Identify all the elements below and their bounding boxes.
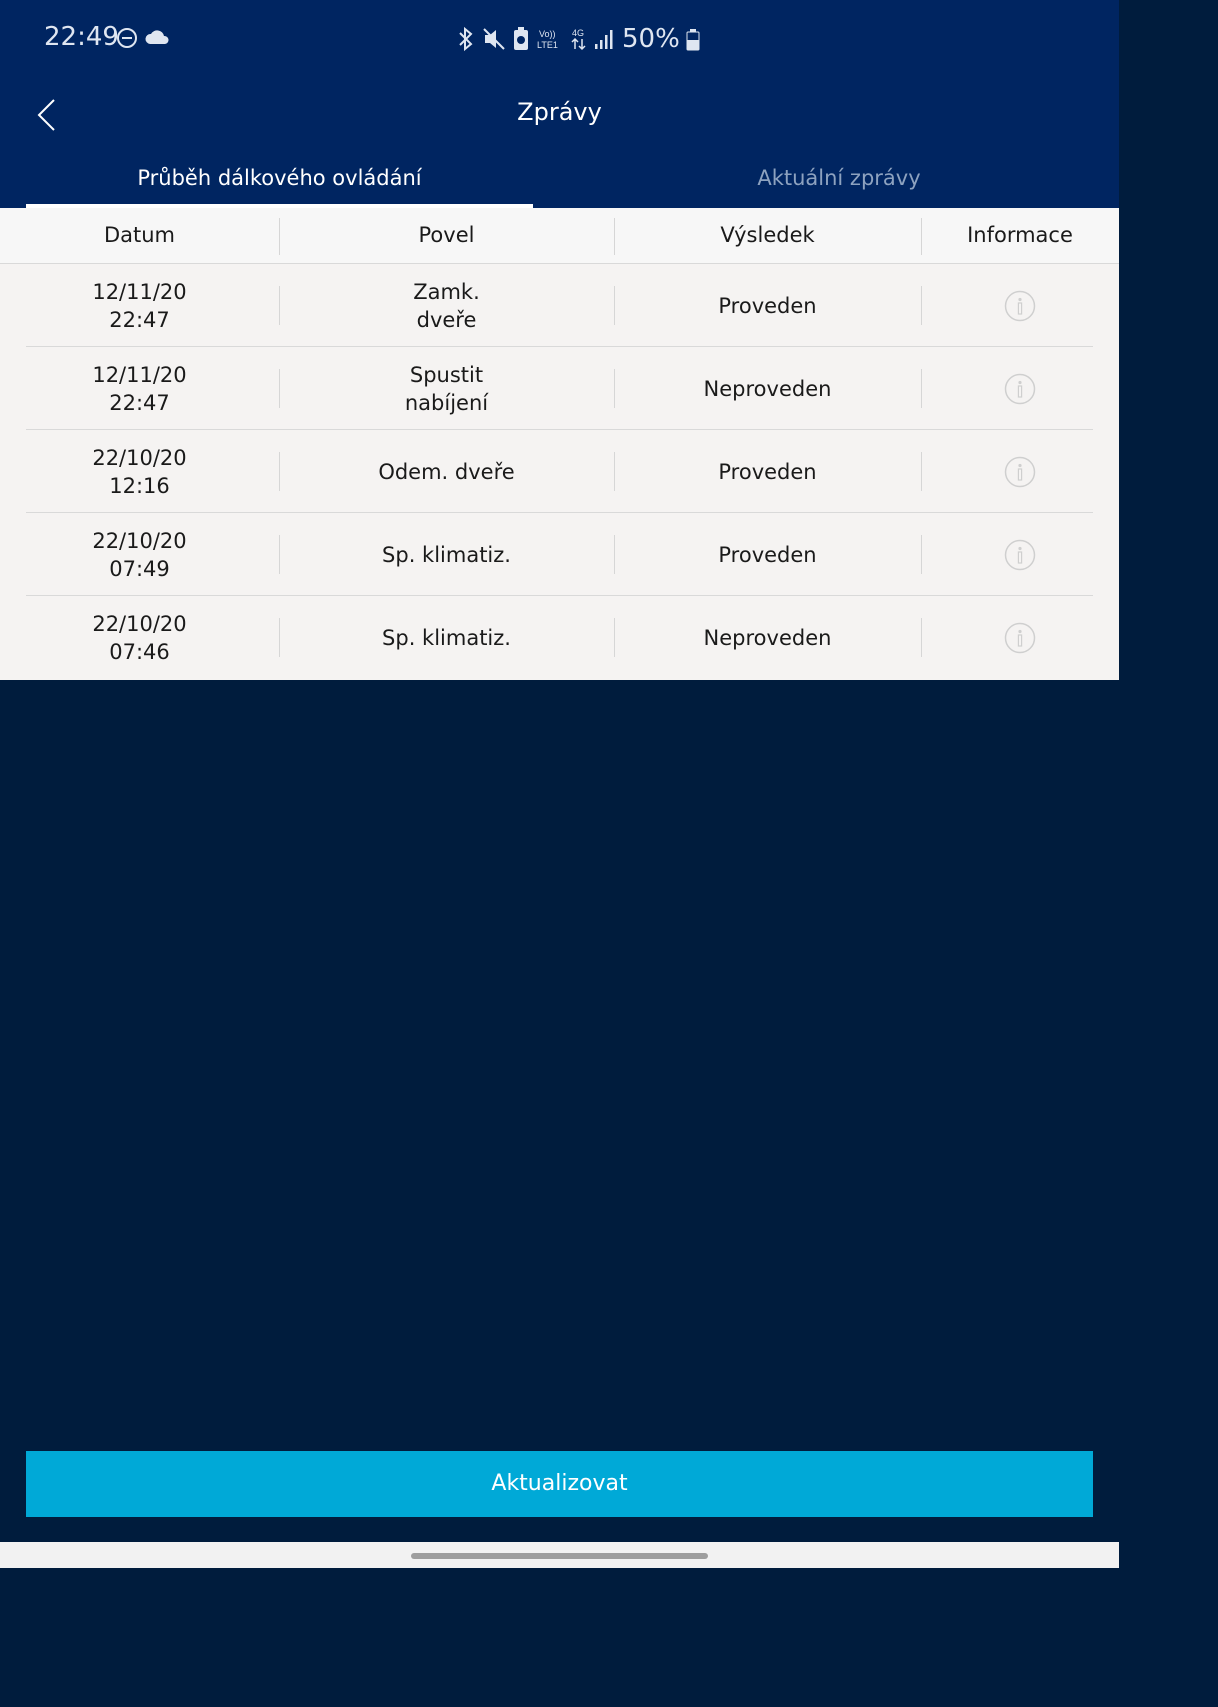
info-cell <box>921 596 1119 679</box>
column-divider <box>921 618 922 657</box>
battery-percent: 50% <box>622 24 680 54</box>
info-icon[interactable] <box>1004 539 1036 571</box>
result-cell: Neproveden <box>703 376 832 401</box>
home-gesture-handle[interactable] <box>411 1553 708 1559</box>
svg-text:Vo)): Vo)) <box>539 29 556 39</box>
status-left-icons <box>116 26 176 52</box>
info-cell <box>921 264 1119 347</box>
column-header-result: Výsledek <box>720 223 815 247</box>
app-header <box>0 0 1119 208</box>
date-value: 22/10/20 <box>92 528 187 553</box>
column-divider <box>614 369 615 408</box>
column-divider <box>921 218 922 255</box>
date-cell <box>0 264 279 347</box>
command-value: Sp. klimatiz. <box>382 625 511 650</box>
command-value: Sp. klimatiz. <box>382 542 511 567</box>
date-cell <box>0 596 279 679</box>
time-value: 22:47 <box>109 307 170 332</box>
status-time: 22:49 <box>44 22 119 52</box>
table-row[interactable] <box>0 347 1119 430</box>
info-cell <box>921 513 1119 596</box>
column-divider <box>614 618 615 657</box>
result-cell: Proveden <box>718 459 817 484</box>
info-cell <box>921 430 1119 513</box>
column-divider <box>279 218 280 255</box>
info-icon[interactable] <box>1004 622 1036 654</box>
column-divider <box>614 218 615 255</box>
info-icon[interactable] <box>1004 456 1036 488</box>
time-value: 07:49 <box>109 556 170 581</box>
column-divider <box>279 452 280 491</box>
date-cell <box>0 430 279 513</box>
battery-icon <box>686 26 700 52</box>
date-cell <box>0 513 279 596</box>
command-value: Zamk. dveře <box>413 279 480 332</box>
column-divider <box>921 369 922 408</box>
command-cell <box>279 347 614 430</box>
volte-lte-icon <box>536 26 564 52</box>
time-value: 12:16 <box>109 473 170 498</box>
command-value: Odem. dveře <box>378 459 515 484</box>
mute-icon <box>482 26 506 52</box>
column-divider <box>921 452 922 491</box>
table-header <box>0 208 1119 264</box>
result-cell: Proveden <box>718 293 817 318</box>
column-divider <box>614 452 615 491</box>
battery-saver-icon <box>512 26 530 52</box>
table-row[interactable] <box>0 430 1119 513</box>
time-value: 22:47 <box>109 390 170 415</box>
column-header-command: Povel <box>418 223 475 247</box>
info-cell <box>921 347 1119 430</box>
command-cell <box>279 430 614 513</box>
column-divider <box>921 535 922 574</box>
result-cell: Neproveden <box>703 625 832 650</box>
svg-text:LTE1: LTE1 <box>537 40 558 50</box>
svg-text:4G: 4G <box>572 28 585 38</box>
date-value: 12/11/20 <box>92 362 187 387</box>
bluetooth-icon <box>456 26 476 52</box>
date-value: 22/10/20 <box>92 611 187 636</box>
table-row[interactable] <box>0 264 1119 347</box>
page-title: Zprávy <box>517 98 602 126</box>
tab-remote-control-history[interactable]: Průběh dálkového ovládání <box>137 166 422 190</box>
command-value: Spustit nabíjení <box>404 362 489 415</box>
command-cell <box>279 513 614 596</box>
date-value: 22/10/20 <box>92 445 187 470</box>
command-cell <box>279 264 614 347</box>
do-not-disturb-icon <box>118 29 136 47</box>
system-nav-bar <box>0 1542 1119 1568</box>
remote-history-table <box>0 208 1119 680</box>
date-value: 12/11/20 <box>92 279 187 304</box>
date-cell <box>0 347 279 430</box>
time-value: 07:46 <box>109 639 170 664</box>
info-icon[interactable] <box>1004 373 1036 405</box>
status-right-icons <box>456 22 700 56</box>
cloud-icon <box>145 30 168 44</box>
table-row[interactable] <box>0 596 1119 679</box>
refresh-button[interactable]: Aktualizovat <box>26 1451 1093 1517</box>
4g-data-icon <box>570 26 588 52</box>
status-bar <box>0 0 1119 78</box>
result-cell: Proveden <box>718 542 817 567</box>
column-divider <box>279 369 280 408</box>
info-icon[interactable] <box>1004 290 1036 322</box>
column-divider <box>279 618 280 657</box>
column-divider <box>614 535 615 574</box>
tab-current-messages[interactable]: Aktuální zprávy <box>757 166 921 190</box>
column-header-date: Datum <box>103 223 176 247</box>
table-row[interactable] <box>0 513 1119 596</box>
command-cell <box>279 596 614 679</box>
signal-icon <box>594 26 614 52</box>
column-divider <box>614 286 615 325</box>
column-divider <box>921 286 922 325</box>
column-divider <box>279 535 280 574</box>
column-divider <box>279 286 280 325</box>
column-header-info: Informace <box>967 223 1073 247</box>
